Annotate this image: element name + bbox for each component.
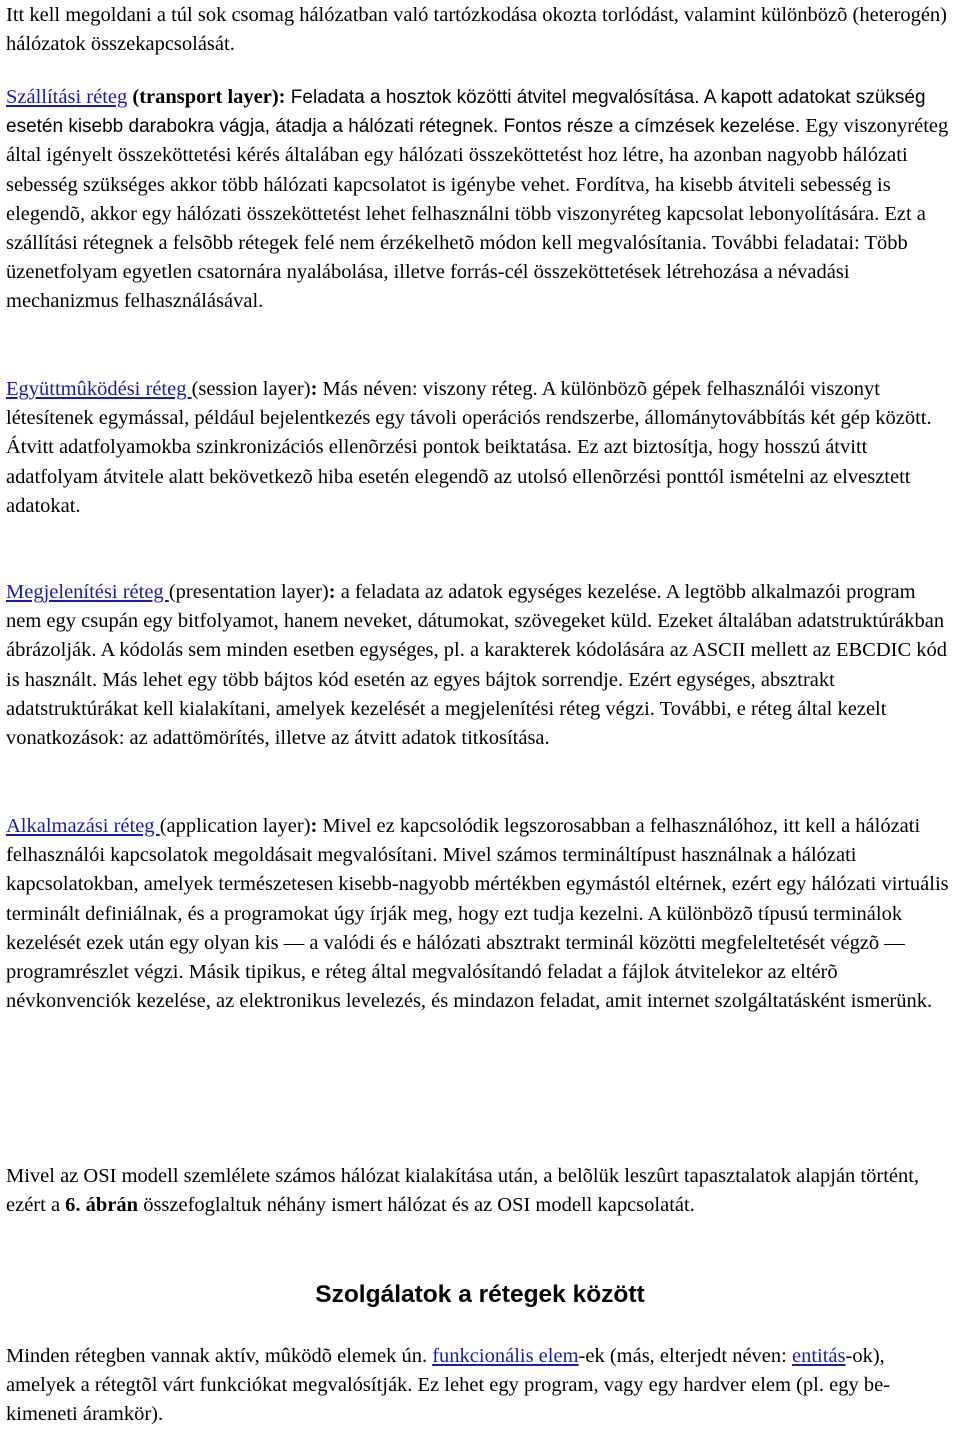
services-paragraph	[6, 1342, 954, 1430]
presentation-layer-text: a feladata az adatok egységes kezelése. A legtöbb alkalmazói program nem egy csupán egy bitfolyamot, hanem neveket, dátumokat, szövegeket küld. Ezeket általában adatstruktúrákban ábrázolják. A kódolás sem minden esetben egységes, pl. a karakterek kódolására az ASCII mellett az EBCDIC kód is használt. Más lehet egy több bájtos kód esetén az egyes bájtok sorrendje. Ezért egységes, absztrakt adatstruktúrákat kell kialakítani, amelyek kezelését a megjelenítési réteg végzi. További, e réteg által kezelt vonatkozások: az adattömörítés, illetve az átvitt adatok titkosítása.	[6, 581, 948, 750]
intro-paragraph	[6, 1, 954, 59]
application-layer-term: (application layer)	[159, 815, 311, 837]
transport-layer-text: Egy viszonyréteg által igényelt összeköttetési kérés általában egy hálózati összeköttetést hoz létre, ha azonban nagyobb hálózati sebesség szükséges akkor több hálózati kapcsolatot is igénybe vehet. Fordítva, ha kisebb átviteli sebesség is elegendõ, akkor egy hálózati összeköttetést lehet felhasználni több viszonyréteg kapcsolat lebonyolítására. Ezt a szállítási rétegnek a felsõbb rétegek felé nem érzékelhetõ módon kell megvalósítania. További feladatai: Több üzenetfolyam egyetlen csatornára nyalábolása, illetve forrás-cél összeköttetések létrehozása a névadási mechanizmus felhasználásával.	[6, 115, 949, 313]
session-layer-text: Más néven: viszony réteg. A különbözõ gépek felhasználói viszonyt létesítenek egymással, például bejelentkezés egy távoli operációs rendszerbe, állománytovábbítás két gép között. Átvitt adatfolyamokba szinkronizációs ellenõrzési pontok beiktatása. Ez azt biztosítja, hogy hosszú átvitt adatfolyam átvitele alatt bekövetkezõ hiba esetén elegendõ az utolsó ellenõrzési ponttól ismételni az elvesztett adatokat.	[6, 378, 932, 517]
presentation-layer-colon: :	[328, 581, 336, 603]
entity-link[interactable]: entitás	[791, 1345, 846, 1367]
intro-text: Itt kell megoldani a túl sok csomag hálózatban való tartózkodása okozta torlódást, valamint különbözõ (heterogén) hálózatok összekapcsolását.	[6, 4, 948, 56]
session-layer-link[interactable]: Együttmûködési réteg	[6, 378, 192, 400]
application-layer-link[interactable]: Alkalmazási réteg	[6, 815, 160, 837]
application-layer-paragraph	[6, 812, 954, 1016]
transport-layer-paragraph	[6, 83, 954, 317]
session-layer-paragraph	[6, 375, 954, 521]
presentation-layer-paragraph	[6, 578, 954, 753]
session-layer-term: (session layer)	[191, 378, 311, 400]
services-text-mid: -ek (más, elterjedt néven:	[578, 1345, 792, 1367]
session-layer-colon: :	[310, 378, 318, 400]
application-layer-text: Mivel ez kapcsolódik legszorosabban a felhasználóhoz, itt kell a hálózati felhasználói kapcsolatok megoldásait megvalósítani. Mivel számos termináltípust használnak a hálózati kapcsolatokban, amelyek természetesen kisebb-nagyobb mértékben egymástól eltérnek, ezért egy hálózati virtuális terminált definiálnak, és a programokat úgy írják meg, hogy ezt tudja kezelni. A különbözõ típusú terminálok kezelését ezek után egy olyan kis — a valódi és e hálózati absztrakt terminál közötti megfeleltetését végzõ — programrészlet végzi. Másik tipikus, e réteg által megvalósítandó feladat a fájlok átvitelekor az eltérõ névkonvenciók kezelése, az elektronikus levelezés, és mindazon feladat, amit internet szolgáltatásként ismerünk.	[6, 815, 949, 1013]
section-heading: Szolgálatok a rétegek között	[315, 1281, 645, 1308]
transport-layer-link[interactable]: Szállítási réteg	[6, 86, 128, 108]
osi-text-before: Mivel az OSI modell szemlélete számos hálózat kialakítása után, a belõlük leszûrt tapasztalatok alapján történt, ezért a	[6, 1165, 920, 1217]
presentation-layer-term: (presentation layer)	[168, 581, 329, 603]
presentation-layer-link[interactable]: Megjelenítési réteg	[6, 581, 169, 603]
section-heading-block	[6, 1280, 954, 1310]
figure-reference: 6. ábrán	[65, 1194, 139, 1217]
functional-element-link[interactable]: funkcionális elem	[432, 1345, 579, 1367]
osi-paragraph	[6, 1162, 954, 1220]
application-layer-colon: :	[310, 815, 318, 837]
transport-layer-sans-text: Feladata a hosztok közötti átvitel megvalósítása. A kapott adatokat szükség esetén kisebb darabokra vágja, átadja a hálózati rétegnek. Fontos része a címzések kezelése.	[6, 87, 926, 138]
osi-text-after: összefoglaltuk néhány ismert hálózat és az OSI modell kapcsolatát.	[138, 1194, 695, 1217]
transport-layer-term: (transport layer):	[132, 86, 286, 108]
services-text-before: Minden rétegben vannak aktív, mûködõ elemek ún.	[6, 1345, 433, 1367]
services-text-after: -ok), amelyek a rétegtõl várt funkciókat megvalósítják. Ez lehet egy program, vagy egy hardver elem (pl. egy be-kimeneti áramkör).	[6, 1345, 891, 1426]
